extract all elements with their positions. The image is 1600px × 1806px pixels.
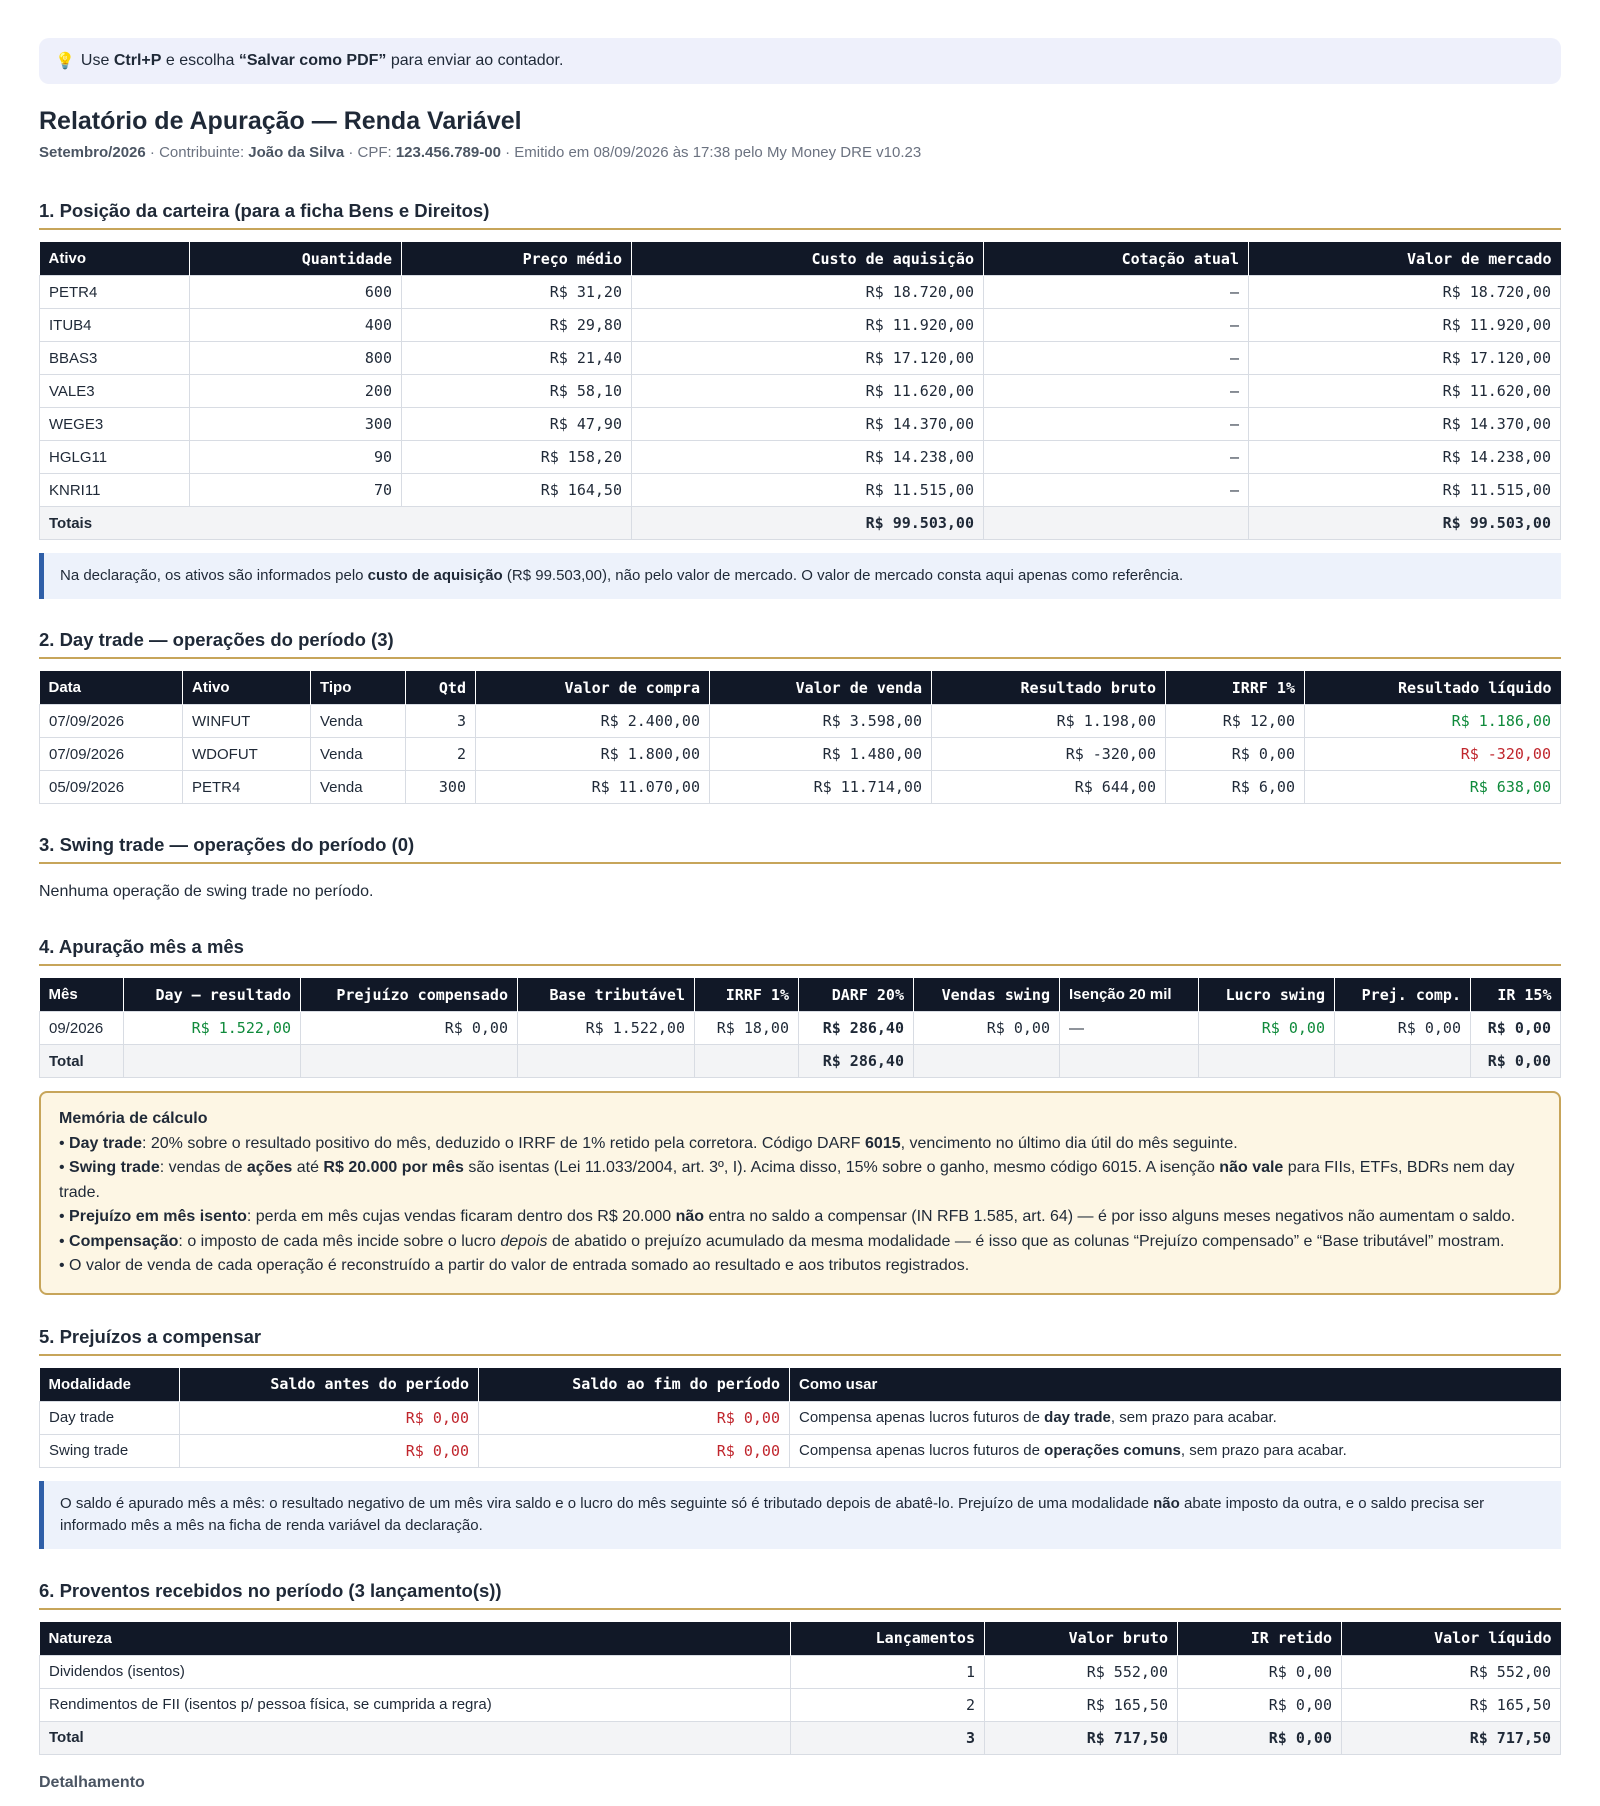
market-value-cell: R$ 11.515,00 xyxy=(1249,474,1561,507)
total-count: 3 xyxy=(791,1721,985,1754)
buy-value-cell: R$ 1.800,00 xyxy=(476,738,710,771)
table-header-row xyxy=(40,978,1561,1012)
table-row xyxy=(40,474,1561,507)
market-value-cell: R$ 11.620,00 xyxy=(1249,375,1561,408)
page-title: Relatório de Apuração — Renda Variável xyxy=(39,107,522,135)
avg-price-cell: R$ 21,40 xyxy=(402,342,632,375)
memo-line-compensation: • Compensação: o imposto de cada mês incide sobre o lucro depois de abatido o prejuízo acumulado da mesma modalidade — é isso que as colunas “Prejuízo compensado” e “Base tributável” mostram. xyxy=(59,1232,1505,1250)
nature-cell: Rendimentos de FII (isentos p/ pessoa física, se cumprida a regra) xyxy=(40,1688,791,1721)
col-header: Ativo xyxy=(183,671,311,705)
memo-line-swingtrade: • Swing trade: vendas de ações até R$ 20.000 por mês são isentas (Lei 11.033/2004, art. 3º, I). Acima disso, 15% sobre o ganho, mesmo código 6015. A isenção não vale para FIIs, ETFs, BDRs nem day trade. xyxy=(59,1159,1515,1201)
asset-cell: PETR4 xyxy=(183,771,311,804)
memo-line-exempt-loss: • Prejuízo em mês isento: perda em mês cujas vendas ficaram dentro dos R$ 20.000 não entra no saldo a compensar (IN RFB 1.585, art. 64) — é por isso alguns meses negativos não aumentam o saldo. xyxy=(59,1208,1516,1225)
col-header: Saldo ao fim do período xyxy=(479,1368,790,1402)
qty-cell: 3 xyxy=(406,705,476,738)
qty-cell: 2 xyxy=(406,738,476,771)
avg-price-cell: R$ 47,90 xyxy=(402,408,632,441)
gross-cell: R$ 165,50 xyxy=(985,1688,1178,1721)
total-ir: R$ 0,00 xyxy=(1471,1045,1561,1078)
net-result-cell: R$ 638,00 xyxy=(1305,771,1561,804)
col-header: Valor bruto xyxy=(985,1622,1178,1656)
section-portfolio-title: 1. Posição da carteira (para a ficha Bens e Direitos) xyxy=(39,200,1561,230)
net-cell: R$ 165,50 xyxy=(1342,1688,1561,1721)
buy-value-cell: R$ 2.400,00 xyxy=(476,705,710,738)
acq-cost-cell: R$ 11.515,00 xyxy=(632,474,984,507)
totals-row xyxy=(40,507,1561,540)
col-header: Resultado bruto xyxy=(932,671,1166,705)
col-header: Saldo antes do período xyxy=(180,1368,479,1402)
table-row xyxy=(40,441,1561,474)
current-quote-cell: – xyxy=(984,474,1249,507)
shortcut-key: Ctrl+P xyxy=(113,52,162,69)
asset-cell: VALE3 xyxy=(40,375,190,408)
total-darf: R$ 286,40 xyxy=(799,1045,914,1078)
section-swingtrade-title: 3. Swing trade — operações do período (0) xyxy=(39,834,1561,864)
losses-note: O saldo é apurado mês a mês: o resultado negativo de um mês vira saldo e o lucro do mês seguinte só é tributado depois de abatê-lo. Prejuízo de uma modalidade não abate imposto da outra, e o saldo precisa ser informado mês a mês na ficha de renda variável da declaração. xyxy=(39,1481,1561,1549)
save-pdf-hint: “Salvar como PDF” xyxy=(238,52,387,69)
table-row xyxy=(40,705,1561,738)
table-row xyxy=(40,375,1561,408)
market-value-cell: R$ 17.120,00 xyxy=(1249,342,1561,375)
gross-result-cell: R$ 1.198,00 xyxy=(932,705,1166,738)
avg-price-cell: R$ 58,10 xyxy=(402,375,632,408)
table-header-row xyxy=(40,671,1561,705)
col-header: Day – resultado xyxy=(124,978,301,1012)
table-row xyxy=(40,1012,1561,1045)
total-cost: R$ 99.503,00 xyxy=(632,507,984,540)
section-losses-title: 5. Prejuízos a compensar xyxy=(39,1326,1561,1356)
col-header: Base tributável xyxy=(518,978,695,1012)
lightbulb-icon: 💡 xyxy=(55,53,75,70)
table-row xyxy=(40,1688,1561,1721)
col-header: Valor de compra xyxy=(476,671,710,705)
acq-cost-cell: R$ 18.720,00 xyxy=(632,276,984,309)
col-header: Lançamentos xyxy=(791,1622,985,1656)
col-header: DARF 20% xyxy=(799,978,914,1012)
current-quote-cell: – xyxy=(984,342,1249,375)
count-cell: 2 xyxy=(791,1688,985,1721)
col-header: Data xyxy=(40,671,183,705)
market-value-cell: R$ 14.370,00 xyxy=(1249,408,1561,441)
date-cell: 07/09/2026 xyxy=(40,738,183,771)
totals-row xyxy=(40,1045,1561,1078)
col-header: Quantidade xyxy=(190,242,402,276)
swing-sales-cell: R$ 0,00 xyxy=(914,1012,1060,1045)
col-header: Preço médio xyxy=(402,242,632,276)
ir15-cell: R$ 0,00 xyxy=(1471,1012,1561,1045)
col-header: Como usar xyxy=(790,1368,1561,1402)
modality-cell: Day trade xyxy=(40,1401,180,1434)
table-header-row xyxy=(40,242,1561,276)
ir-cell: R$ 0,00 xyxy=(1178,1688,1342,1721)
portfolio-table xyxy=(39,242,1561,540)
table-row xyxy=(40,342,1561,375)
total-market: R$ 99.503,00 xyxy=(1249,507,1561,540)
report-meta: Setembro/2026 · Contribuinte: João da Silva · CPF: 123.456.789-00 · Emitido em 08/09/2026 às 17:38 pelo My Money DRE v10.23 xyxy=(39,144,922,161)
total-net: R$ 717,50 xyxy=(1342,1721,1561,1754)
balance-before-cell: R$ 0,00 xyxy=(180,1401,479,1434)
balance-after-cell: R$ 0,00 xyxy=(479,1401,790,1434)
quantity-cell: 800 xyxy=(190,342,402,375)
balance-before-cell: R$ 0,00 xyxy=(180,1434,479,1467)
table-row xyxy=(40,1401,1561,1434)
modality-cell: Swing trade xyxy=(40,1434,180,1467)
asset-cell: BBAS3 xyxy=(40,342,190,375)
avg-price-cell: R$ 164,50 xyxy=(402,474,632,507)
how-to-use-cell: Compensa apenas lucros futuros de day trade, sem prazo para acabar. xyxy=(790,1401,1561,1434)
totals-label: Total xyxy=(40,1721,791,1754)
quantity-cell: 600 xyxy=(190,276,402,309)
table-header-row xyxy=(40,1368,1561,1402)
sell-value-cell: R$ 11.714,00 xyxy=(710,771,932,804)
table-row xyxy=(40,771,1561,804)
col-header: Tipo xyxy=(311,671,406,705)
current-quote-cell: – xyxy=(984,276,1249,309)
balance-after-cell: R$ 0,00 xyxy=(479,1434,790,1467)
col-header: Mês xyxy=(40,978,124,1012)
section-income-title: 6. Proventos recebidos no período (3 lançamento(s)) xyxy=(39,1580,1561,1610)
current-quote-cell: – xyxy=(984,441,1249,474)
irrf-cell: R$ 6,00 xyxy=(1166,771,1305,804)
asset-cell: WEGE3 xyxy=(40,408,190,441)
market-value-cell: R$ 11.920,00 xyxy=(1249,309,1561,342)
type-cell: Venda xyxy=(311,738,406,771)
asset-cell: PETR4 xyxy=(40,276,190,309)
date-cell: 05/09/2026 xyxy=(40,771,183,804)
qty-cell: 300 xyxy=(406,771,476,804)
prej-comp-cell: R$ 0,00 xyxy=(1335,1012,1471,1045)
irrf-cell: R$ 12,00 xyxy=(1166,705,1305,738)
table-header-row xyxy=(40,1622,1561,1656)
acq-cost-cell: R$ 11.620,00 xyxy=(632,375,984,408)
portfolio-note: Na declaração, os ativos são informados pelo custo de aquisição (R$ 99.503,00), não pelo valor de mercado. O valor de mercado consta aqui apenas como referência. xyxy=(39,553,1561,599)
col-header: IR 15% xyxy=(1471,978,1561,1012)
current-quote-cell: – xyxy=(984,375,1249,408)
net-cell: R$ 552,00 xyxy=(1342,1655,1561,1688)
net-result-cell: R$ 1.186,00 xyxy=(1305,705,1561,738)
col-header: Ativo xyxy=(40,242,190,276)
avg-price-cell: R$ 158,20 xyxy=(402,441,632,474)
calculation-memo xyxy=(39,1091,1561,1295)
type-cell: Venda xyxy=(311,705,406,738)
nature-cell: Dividendos (isentos) xyxy=(40,1655,791,1688)
col-header: IR retido xyxy=(1178,1622,1342,1656)
losses-table xyxy=(39,1368,1561,1468)
darf-cell: R$ 286,40 xyxy=(799,1012,914,1045)
table-row xyxy=(40,738,1561,771)
memo-line-sale-value: • O valor de venda de cada operação é reconstruído a partir do valor de entrada somado ao resultado e aos tributos registrados. xyxy=(59,1257,970,1274)
col-header: Modalidade xyxy=(40,1368,180,1402)
quantity-cell: 400 xyxy=(190,309,402,342)
asset-cell: HGLG11 xyxy=(40,441,190,474)
col-header: Prejuízo compensado xyxy=(301,978,518,1012)
quantity-cell: 90 xyxy=(190,441,402,474)
col-header: Resultado líquido xyxy=(1305,671,1561,705)
memo-title: Memória de cálculo xyxy=(59,1110,208,1127)
day-result-cell: R$ 1.522,00 xyxy=(124,1012,301,1045)
report-period: Setembro/2026 xyxy=(39,144,146,161)
section-monthly-title: 4. Apuração mês a mês xyxy=(39,936,1561,966)
income-table xyxy=(39,1622,1561,1755)
col-header: Isenção 20 mil xyxy=(1060,978,1199,1012)
type-cell: Venda xyxy=(311,771,406,804)
daytrade-table xyxy=(39,671,1561,804)
col-header: Cotação atual xyxy=(984,242,1249,276)
col-header: Natureza xyxy=(40,1622,791,1656)
taxpayer-cpf: 123.456.789-00 xyxy=(395,144,501,161)
memo-line-daytrade: • Day trade: 20% sobre o resultado positivo do mês, deduzido o IRRF de 1% retido pela corretora. Código DARF 6015, vencimento no último dia útil do mês seguinte. xyxy=(59,1134,1238,1152)
quantity-cell: 70 xyxy=(190,474,402,507)
avg-price-cell: R$ 31,20 xyxy=(402,276,632,309)
table-row xyxy=(40,408,1561,441)
print-tip-banner: 💡 Use Ctrl+P e escolha “Salvar como PDF” para enviar ao contador. xyxy=(39,38,1561,84)
table-row xyxy=(40,309,1561,342)
avg-price-cell: R$ 29,80 xyxy=(402,309,632,342)
col-header: Prej. comp. xyxy=(1335,978,1471,1012)
market-value-cell: R$ 18.720,00 xyxy=(1249,276,1561,309)
net-result-cell: R$ -320,00 xyxy=(1305,738,1561,771)
loss-compensated-cell: R$ 0,00 xyxy=(301,1012,518,1045)
quantity-cell: 300 xyxy=(190,408,402,441)
col-header: Vendas swing xyxy=(914,978,1060,1012)
monthly-table xyxy=(39,978,1561,1078)
irrf-cell: R$ 18,00 xyxy=(695,1012,799,1045)
current-quote-cell: – xyxy=(984,309,1249,342)
acq-cost-cell: R$ 14.238,00 xyxy=(632,441,984,474)
total-ir: R$ 0,00 xyxy=(1178,1721,1342,1754)
count-cell: 1 xyxy=(791,1655,985,1688)
asset-cell: ITUB4 xyxy=(40,309,190,342)
col-header: Valor líquido xyxy=(1342,1622,1561,1656)
buy-value-cell: R$ 11.070,00 xyxy=(476,771,710,804)
how-to-use-cell: Compensa apenas lucros futuros de operações comuns, sem prazo para acabar. xyxy=(790,1434,1561,1467)
table-row xyxy=(40,276,1561,309)
section-daytrade-title: 2. Day trade — operações do período (3) xyxy=(39,629,1561,659)
gross-result-cell: R$ -320,00 xyxy=(932,738,1166,771)
current-quote-cell: – xyxy=(984,408,1249,441)
col-header: Valor de mercado xyxy=(1249,242,1561,276)
col-header: Custo de aquisição xyxy=(632,242,984,276)
irrf-cell: R$ 0,00 xyxy=(1166,738,1305,771)
acq-cost-cell: R$ 14.370,00 xyxy=(632,408,984,441)
acq-cost-cell: R$ 17.120,00 xyxy=(632,342,984,375)
ir-cell: R$ 0,00 xyxy=(1178,1655,1342,1688)
detail-subheading: Detalhamento xyxy=(39,1773,145,1791)
asset-cell: WINFUT xyxy=(183,705,311,738)
totals-label: Total xyxy=(40,1045,124,1078)
col-header: IRRF 1% xyxy=(695,978,799,1012)
swingtrade-empty-message: Nenhuma operação de swing trade no período. xyxy=(39,883,374,900)
col-header: Valor de venda xyxy=(710,671,932,705)
asset-cell: KNRI11 xyxy=(40,474,190,507)
table-row xyxy=(40,1655,1561,1688)
totals-label: Totais xyxy=(40,507,632,540)
table-row xyxy=(40,1434,1561,1467)
market-value-cell: R$ 14.238,00 xyxy=(1249,441,1561,474)
totals-row xyxy=(40,1721,1561,1754)
swing-profit-cell: R$ 0,00 xyxy=(1199,1012,1335,1045)
asset-cell: WDOFUT xyxy=(183,738,311,771)
col-header: Lucro swing xyxy=(1199,978,1335,1012)
date-cell: 07/09/2026 xyxy=(40,705,183,738)
sell-value-cell: R$ 1.480,00 xyxy=(710,738,932,771)
exemption-cell: — xyxy=(1060,1012,1199,1045)
total-gross: R$ 717,50 xyxy=(985,1721,1178,1754)
taxable-base-cell: R$ 1.522,00 xyxy=(518,1012,695,1045)
gross-result-cell: R$ 644,00 xyxy=(932,771,1166,804)
quantity-cell: 200 xyxy=(190,375,402,408)
month-cell: 09/2026 xyxy=(40,1012,124,1045)
col-header: Qtd xyxy=(406,671,476,705)
col-header: IRRF 1% xyxy=(1166,671,1305,705)
acq-cost-cell: R$ 11.920,00 xyxy=(632,309,984,342)
sell-value-cell: R$ 3.598,00 xyxy=(710,705,932,738)
taxpayer-name: João da Silva xyxy=(248,144,345,161)
gross-cell: R$ 552,00 xyxy=(985,1655,1178,1688)
